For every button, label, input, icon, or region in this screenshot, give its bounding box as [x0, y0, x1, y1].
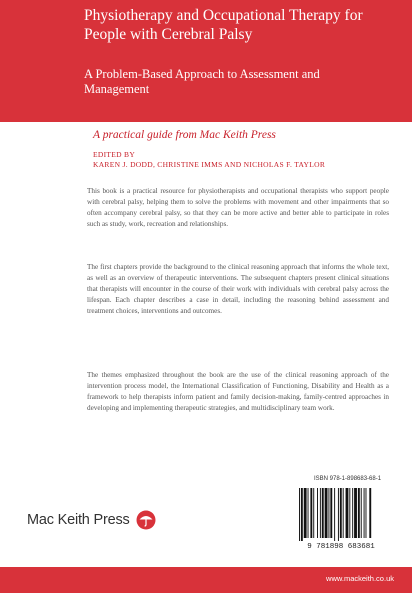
barcode-bar — [349, 488, 350, 538]
umbrella-logo-icon — [136, 510, 156, 530]
barcode-bar — [354, 488, 357, 538]
isbn-label: ISBN 978-1-898683-68-1 — [314, 476, 382, 482]
barcode-bar — [364, 488, 365, 538]
barcode-bar — [301, 488, 303, 541]
barcode-bar — [358, 488, 360, 538]
barcode-bar — [328, 488, 329, 538]
isbn-barcode — [291, 486, 391, 551]
barcode-bar — [369, 488, 371, 538]
tagline: A practical guide from Mac Keith Press — [93, 129, 276, 141]
barcode-bar — [334, 488, 335, 541]
book-title: Physiotherapy and Occupational Therapy for People with Cerebral Palsy — [84, 7, 363, 43]
barcode-bar — [361, 488, 362, 538]
barcode-bar — [343, 488, 344, 538]
barcode-bar — [346, 488, 349, 538]
barcode-bar — [338, 488, 339, 541]
top-red-band — [0, 0, 412, 122]
publisher-logo — [27, 510, 156, 530]
barcode-bars — [299, 488, 371, 541]
publisher-name: Mac Keith Press — [27, 512, 130, 528]
barcode-bar — [308, 488, 309, 538]
barcode-bar — [330, 488, 332, 538]
blurb-paragraph-2: The first chapters provide the background to the clinical reasoning approach that informs the whole text, as well as an overview of therapeutic interventions. The subsequent chapters present clinical situations that therapists will encounter in the course of their work with individuals with cerebral palsy across the lifespan. Each chapter describes a case in detail, including the reasoning behind assessment and treatment choices, interventions and outcomes. — [87, 263, 389, 315]
bottom-red-band — [0, 567, 412, 593]
barcode-digits: 9 781898 683681 — [307, 543, 375, 551]
barcode-bar — [322, 488, 324, 538]
barcode-bar — [320, 488, 321, 538]
barcode-bar — [304, 488, 307, 538]
blurb-paragraph-1: This book is a practical resource for physiotherapists and occupational therapists who support people with cerebral palsy, helping them to solve the problems with movement and other impairments that so often accompany cerebral palsy, so that they can be more active and better able to participate in roles such as study, work, recreation and relationships. — [87, 187, 389, 228]
book-subtitle: A Problem-Based Approach to Assessment and Management — [84, 67, 320, 96]
barcode-bar — [325, 488, 328, 538]
blurb-paragraph-3: The themes emphasized throughout the book are the use of the clinical reasoning approach of the intervention process model, the International Classification of Functioning, Disability and Health as a framework to help therapists inform patient and family decision-making, family-centred approaches in developing and implementing therapeutic strategies, and multidisciplinary team work. — [87, 371, 389, 412]
edited-by-label: EDITED BY — [93, 150, 136, 159]
barcode-bar — [340, 488, 342, 538]
publisher-website: www.mackeith.co.uk — [326, 574, 394, 583]
editors-list: KAREN J. DODD, CHRISTINE IMMS AND NICHOLAS F. TAYLOR — [93, 160, 326, 169]
barcode-bar — [366, 488, 367, 538]
barcode-bar — [310, 488, 312, 538]
barcode-bar — [313, 488, 314, 538]
barcode-bar — [299, 488, 300, 541]
barcode-bar — [317, 488, 318, 538]
barcode-bar — [352, 488, 353, 538]
